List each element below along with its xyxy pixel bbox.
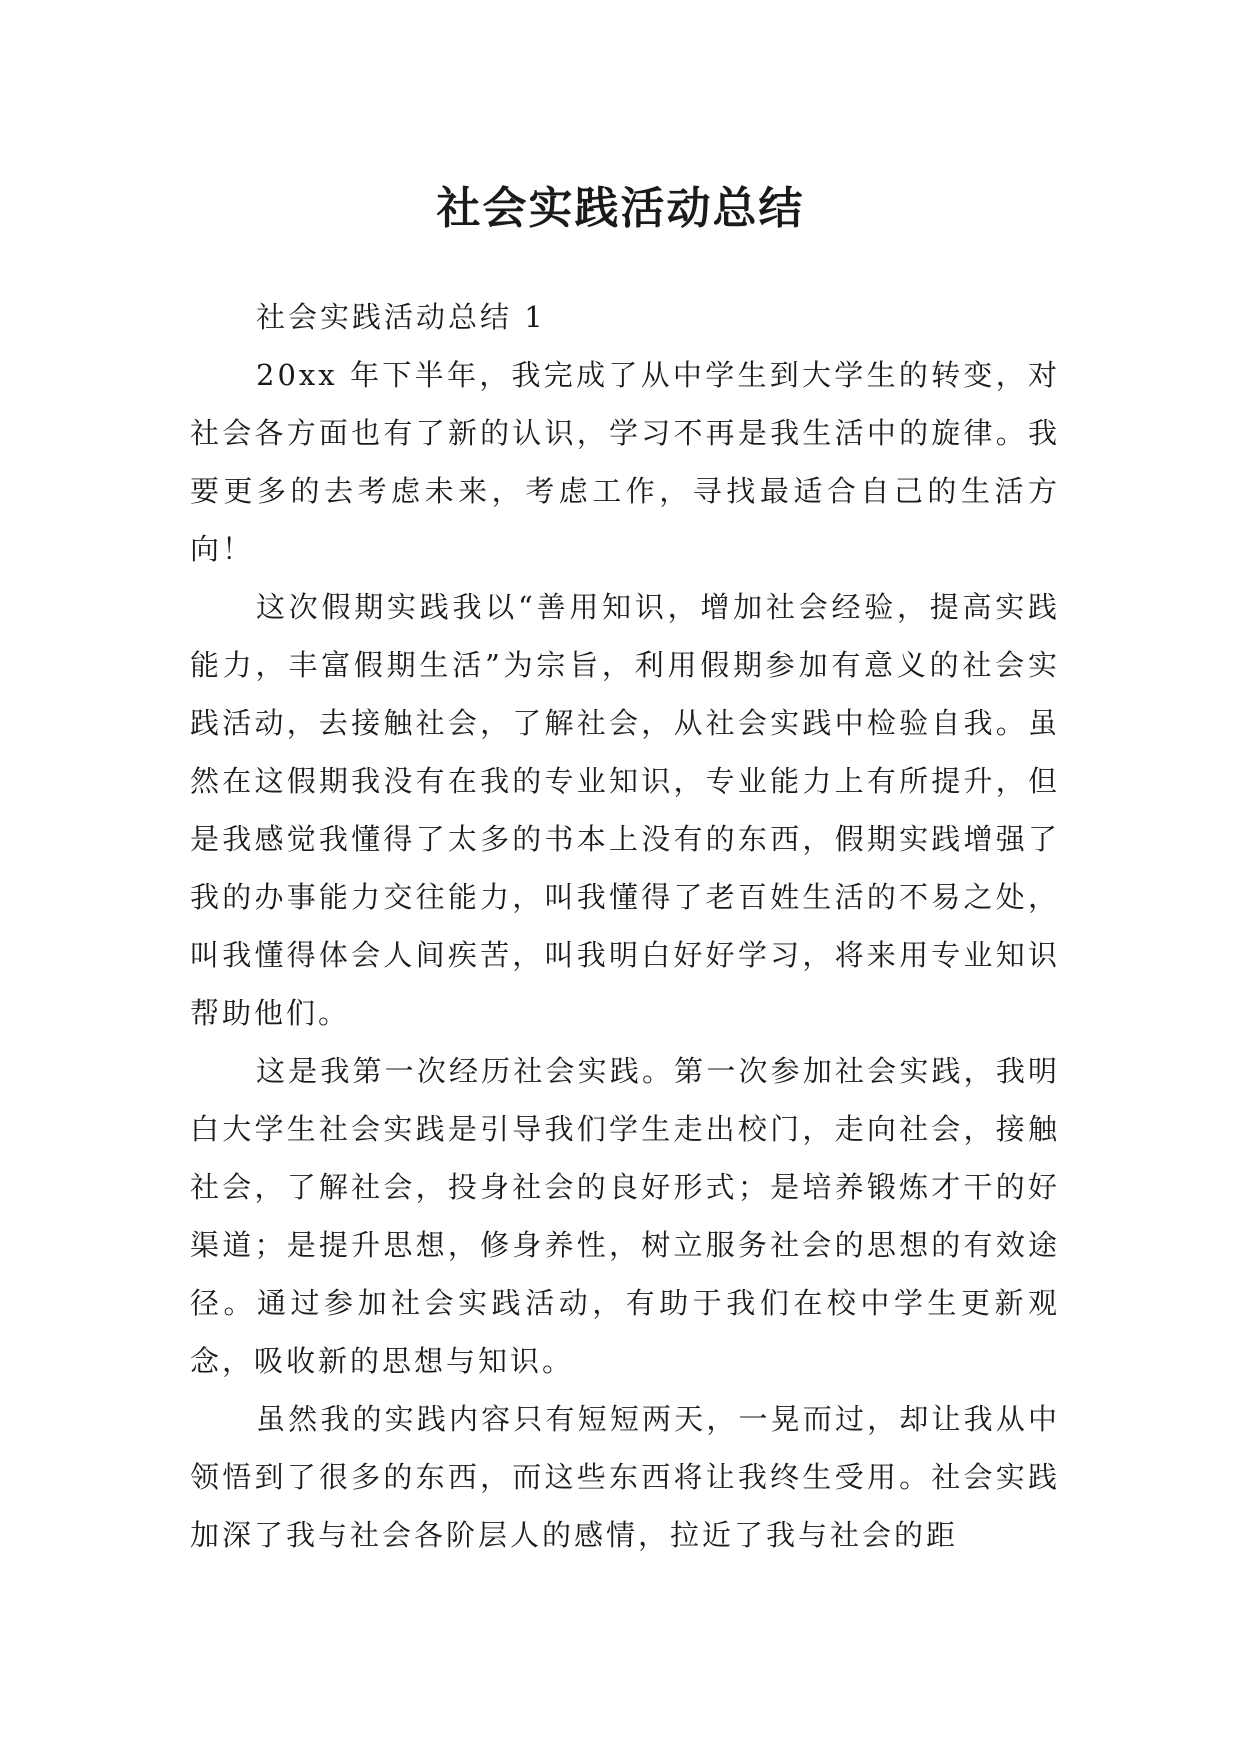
paragraph: 20xx 年下半年，我完成了从中学生到大学生的转变，对社会各方面也有了新的认识，学习不再是我生活中的旋律。我要更多的去考虑未来，考虑工作，寻找最适合自己的生活方向！ — [190, 358, 1060, 566]
paragraph: 这是我第一次经历社会实践。第一次参加社会实践，我明白大学生社会实践是引导我们学生走出校门，走向社会，接触社会，了解社会，投身社会的良好形式；是培养锻炼才干的好渠道；是提升思想，修身养性，树立服务社会的思想的有效途径。通过参加社会实践活动，有助于我们在校中学生更新观念，吸收新的思想与知识。 — [190, 1054, 1060, 1378]
document-body — [190, 288, 1060, 1564]
paragraph: 虽然我的实践内容只有短短两天，一晃而过，却让我从中领悟到了很多的东西，而这些东西将让我终生受用。社会实践加深了我与社会各阶层人的感情，拉近了我与社会的距 — [190, 1402, 1060, 1552]
paragraph: 这次假期实践我以“善用知识，增加社会经验，提高实践能力，丰富假期生活”为宗旨，利用假期参加有意义的社会实践活动，去接触社会，了解社会，从社会实践中检验自我。虽然在这假期我没有在我的专业知识，专业能力上有所提升，但是我感觉我懂得了太多的书本上没有的东西，假期实践增强了我的办事能力交往能力，叫我懂得了老百姓生活的不易之处，叫我懂得体会人间疾苦，叫我明白好好学习，将来用专业知识帮助他们。 — [190, 590, 1060, 1030]
document-title: 社会实践活动总结 — [436, 183, 805, 235]
section-heading: 社会实践活动总结 1 — [256, 300, 546, 334]
